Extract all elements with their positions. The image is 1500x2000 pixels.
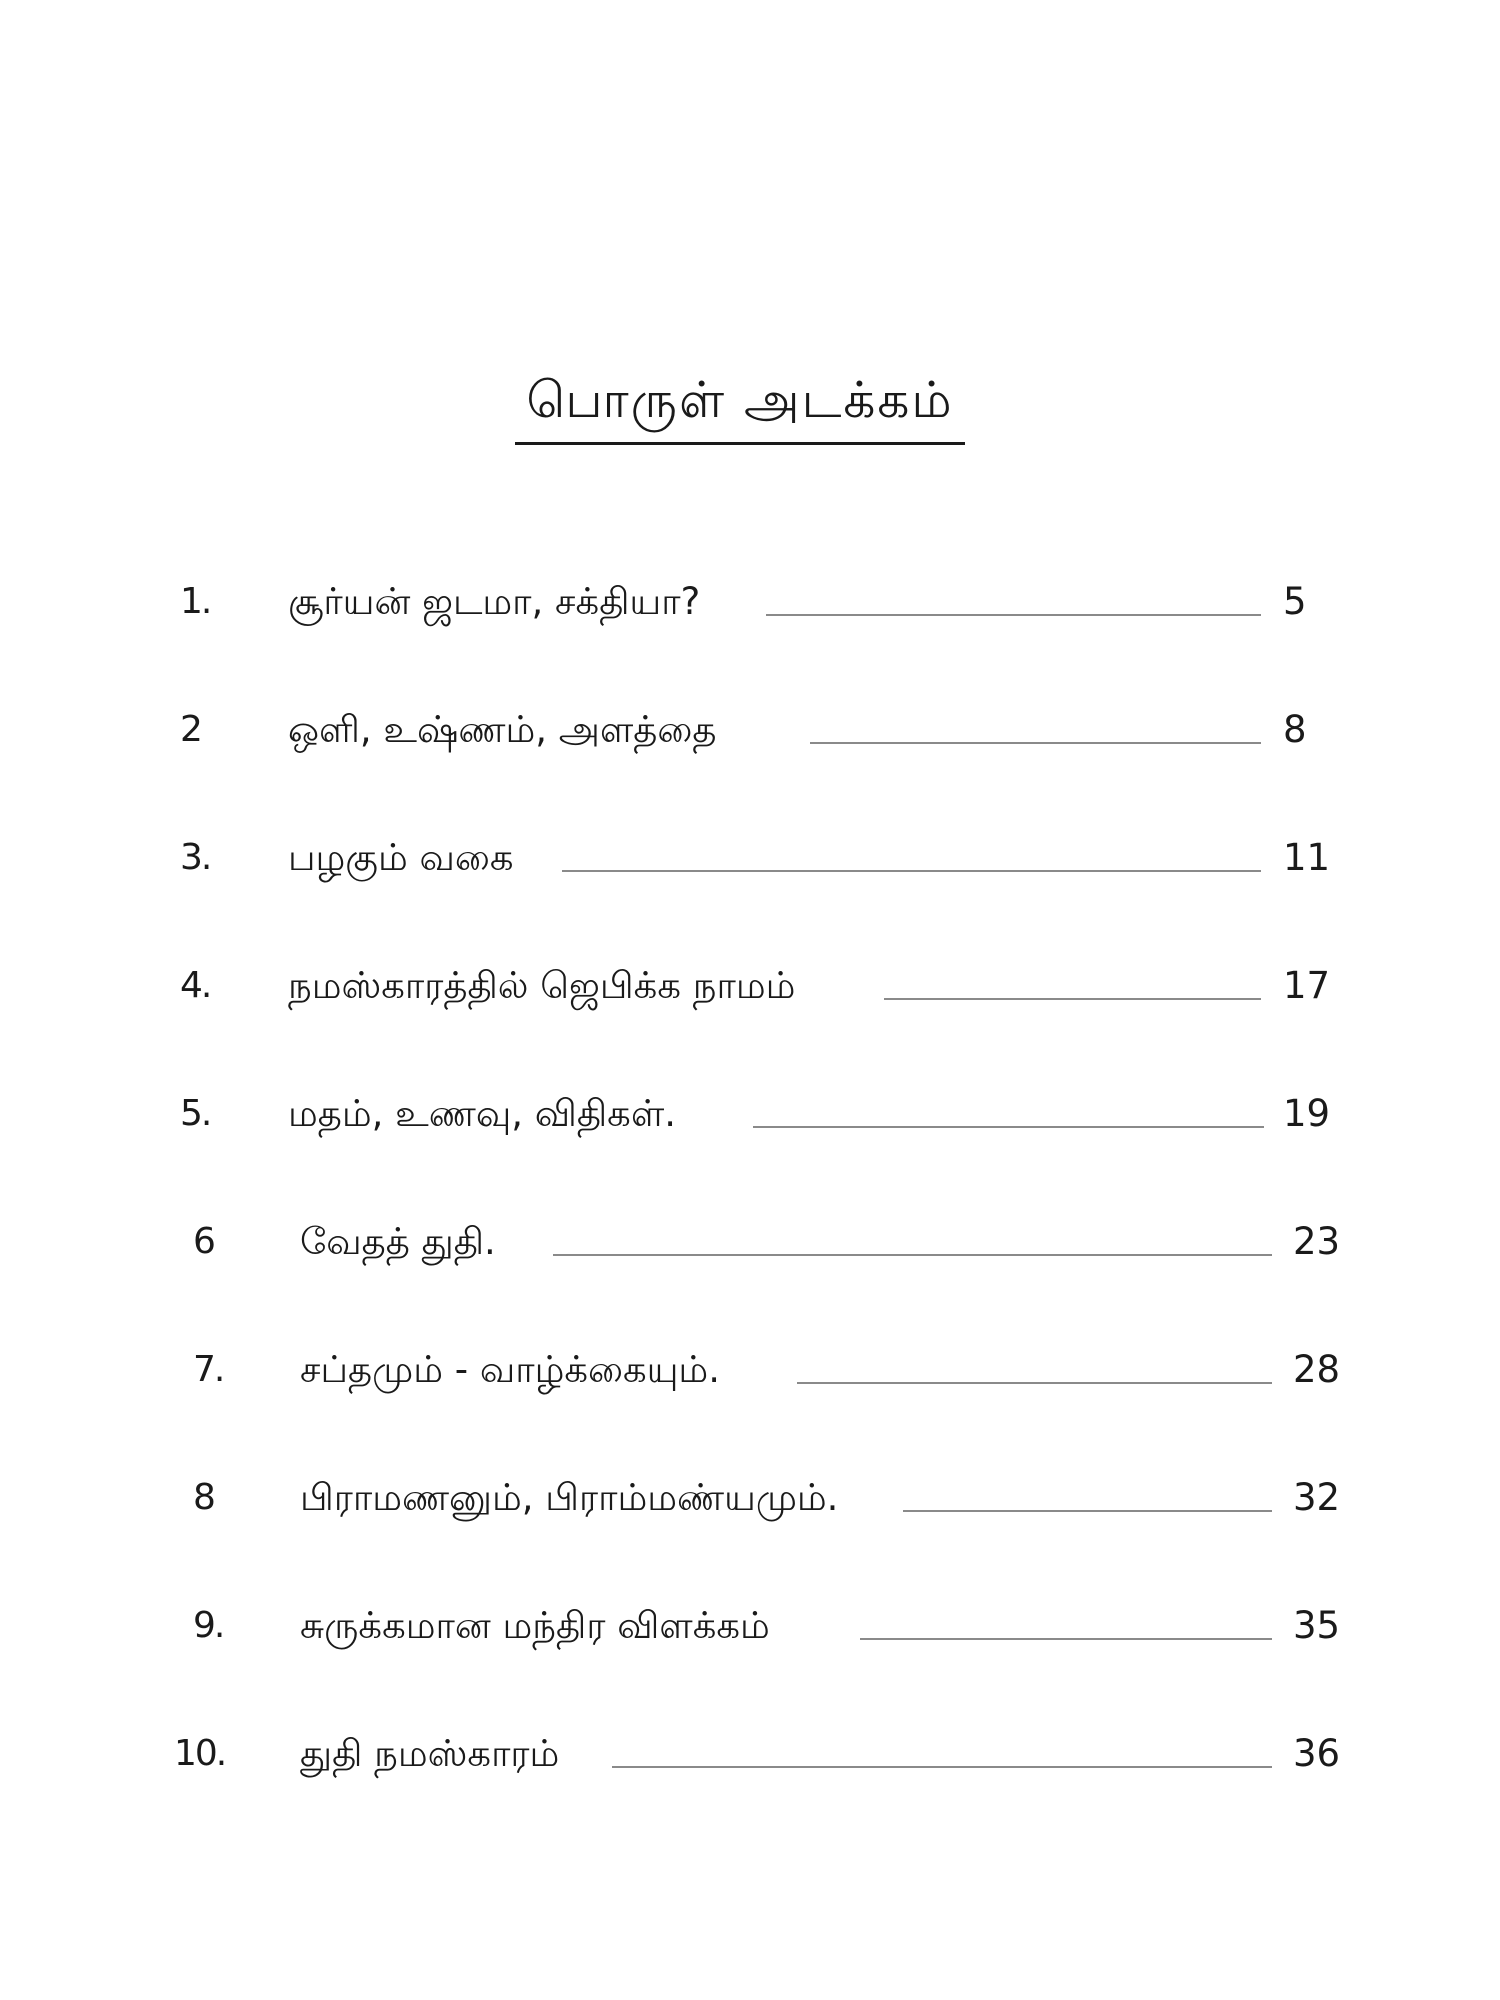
toc-entry-title: ஒளி, உஷ்ணம், அளத்தை — [288, 708, 717, 751]
toc-entry-page: 5 — [1283, 580, 1307, 623]
toc-dotted-leader — [766, 614, 1261, 616]
toc-entry-number: 4. — [180, 965, 211, 1006]
toc-entry-title: பிராமணனும், பிராம்மண்யமும். — [300, 1476, 839, 1519]
toc-dotted-leader — [753, 1126, 1264, 1128]
toc-entry-page: 11 — [1283, 836, 1331, 879]
toc-dotted-leader — [860, 1638, 1272, 1640]
toc-entry-number: 1. — [180, 581, 211, 622]
toc-entry — [0, 1596, 1500, 1656]
toc-entry — [0, 1340, 1500, 1400]
toc-dotted-leader — [797, 1382, 1272, 1384]
toc-entry — [0, 956, 1500, 1016]
toc-entry-page: 8 — [1283, 708, 1307, 751]
toc-entry-number: 3. — [180, 837, 211, 878]
toc-entry-title: சுருக்கமான மந்திர விளக்கம் — [300, 1604, 770, 1647]
toc-entry-number: 2 — [180, 709, 201, 750]
toc-dotted-leader — [903, 1510, 1272, 1512]
toc-entry-title: வேதத் துதி. — [300, 1220, 496, 1263]
toc-entry-page: 28 — [1293, 1348, 1341, 1391]
heading-container — [515, 368, 965, 432]
toc-entry — [0, 1724, 1500, 1784]
toc-entry — [0, 700, 1500, 760]
toc-entry-page: 17 — [1283, 964, 1331, 1007]
toc-entry-page: 19 — [1283, 1092, 1331, 1135]
toc-entry-number: 5. — [180, 1093, 211, 1134]
toc-dotted-leader — [884, 998, 1261, 1000]
toc-entry-title: சப்தமும் - வாழ்க்கையும். — [300, 1348, 720, 1391]
toc-entry-title: சூர்யன் ஜடமா, சக்தியா? — [288, 580, 701, 623]
toc-dotted-leader — [562, 870, 1261, 872]
toc-entry-page: 32 — [1293, 1476, 1341, 1519]
toc-dotted-leader — [612, 1766, 1272, 1768]
toc-entry — [0, 1212, 1500, 1272]
title-underline — [515, 442, 965, 445]
toc-entry-number: 7. — [193, 1349, 224, 1390]
toc-entry-title: பழகும் வகை — [288, 836, 514, 879]
toc-entry — [0, 1468, 1500, 1528]
toc-entry-title: துதி நமஸ்காரம் — [300, 1732, 560, 1775]
toc-dotted-leader — [553, 1254, 1272, 1256]
toc-entry-number: 8 — [193, 1477, 214, 1518]
toc-entry-number: 9. — [193, 1605, 224, 1646]
toc-entry — [0, 572, 1500, 632]
toc-dotted-leader — [810, 742, 1261, 744]
page-title: பொருள் அடக்கம் — [526, 371, 954, 429]
toc-entry — [0, 1084, 1500, 1144]
toc-entry-page: 36 — [1293, 1732, 1341, 1775]
toc-entry — [0, 828, 1500, 888]
toc-entry-title: மதம், உணவு, விதிகள். — [288, 1092, 676, 1135]
toc-entry-page: 35 — [1293, 1604, 1341, 1647]
toc-entry-number: 10. — [174, 1733, 226, 1774]
toc-entry-number: 6 — [193, 1221, 214, 1262]
toc-entry-title: நமஸ்காரத்தில் ஜெபிக்க நாமம் — [288, 964, 796, 1007]
toc-entry-page: 23 — [1293, 1220, 1341, 1263]
